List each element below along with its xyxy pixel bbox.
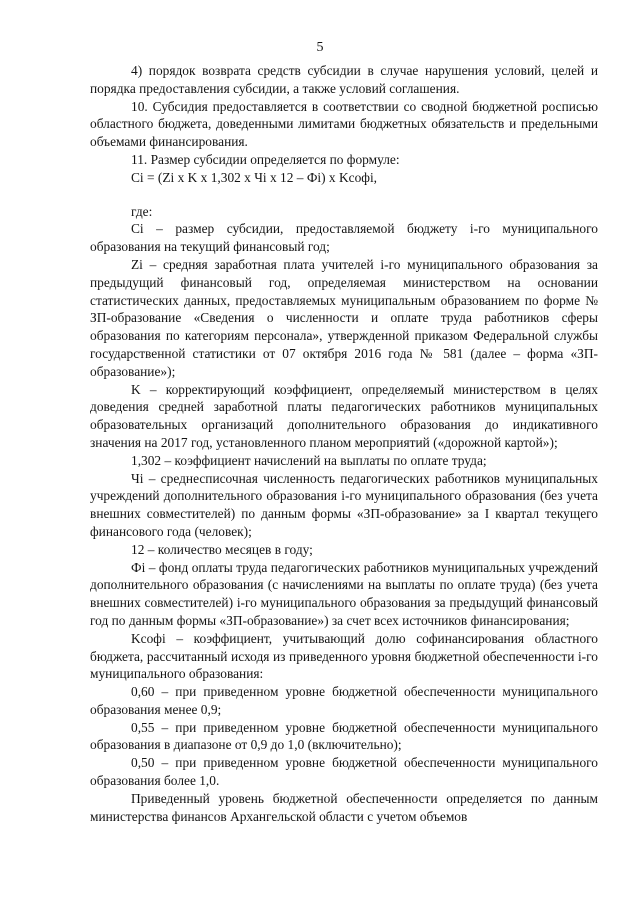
- definition-months: 12 – количество месяцев в году;: [131, 541, 313, 557]
- ksofi-value-055: 0,55 – при приведенном уровне бюджетной обеспеченности муниципального образования в диапазоне от 0,9 до 1,0 (включительно);: [90, 719, 598, 753]
- ksofi-value-050: 0,50 – при приведенном уровне бюджетной обеспеченности муниципального образования более 1,0.: [90, 755, 598, 789]
- definition-k: K – корректирующий коэффициент, определяемый министерством в целях доведения средней заработной платы педагогических работников муниципальных образовательных организаций дополнительного образования до индикативного значения на 2017 год, установленного планом мероприятий («дорожной картой»);: [90, 381, 598, 450]
- definition-zi: Zi – средняя заработная плата учителей i-го муниципального образования за предыдущий финансовый год, определяемая министерством на основании статистических данных, предоставляемых муниципальным образованием по форме № ЗП-образование «Сведения о численности и оплате труда работников сферы образования по категориям персонала», утвержденной приказом Федеральной службы государственной статистики от 07 октября 2016 года № 581 (далее – форма «ЗП-образование»);: [90, 256, 598, 379]
- paragraph-item-10: 10. Субсидия предоставляется в соответствии со сводной бюджетной росписью областного бюджета, доведенными лимитами бюджетных обязательств и предельными объемами финансирования.: [90, 98, 598, 150]
- paragraph-item-11: 11. Размер субсидии определяется по формуле:: [131, 151, 400, 167]
- definition-ksofi: Kсофi – коэффициент, учитывающий долю софинансирования областного бюджета, рассчитанный исходя из приведенного уровня бюджетной обеспеченности i-го муниципального образования:: [90, 630, 598, 682]
- definition-ci: Ci – размер субсидии, предоставляемой бюджету i-го муниципального образования на текущий финансовый год;: [90, 221, 598, 255]
- paragraph-item-4: 4) порядок возврата средств субсидии в случае нарушения условий, целей и порядка предоставления субсидии, а также условий соглашения.: [90, 63, 598, 96]
- definition-accrual-coefficient: 1,302 – коэффициент начислений на выплаты по оплате труда;: [131, 452, 487, 468]
- subsidy-formula: Ci = (Zi х K х 1,302 х Чi х 12 – Фi) х Kсофi,: [131, 169, 378, 185]
- definition-fi: Фi – фонд оплаты труда педагогических работников муниципальных учреждений дополнительного образования (с начислениями на выплаты по оплате труда) (без учета внешних совместителей) i-го муниципального образования за предыдущий финансовый год по данным формы «ЗП-образование») за счет всех источников финансирования;: [90, 559, 598, 628]
- definition-chi: Чi – среднесписочная численность педагогических работников муниципальных учреждений дополнительного образования i-го муниципального образования (без учета внешних совместителей) по данным формы «ЗП-образование» за I квартал текущего финансового года (человек);: [90, 470, 598, 539]
- budget-provision-paragraph: Приведенный уровень бюджетной обеспеченности определяется по данным министерства финансов Архангельской области с учетом объемов: [90, 790, 598, 824]
- page-number: 5: [316, 40, 324, 55]
- ksofi-value-060: 0,60 – при приведенном уровне бюджетной обеспеченности муниципального образования менее 0,9;: [90, 684, 598, 717]
- where-label: где:: [131, 203, 153, 219]
- document-body: [90, 62, 598, 825]
